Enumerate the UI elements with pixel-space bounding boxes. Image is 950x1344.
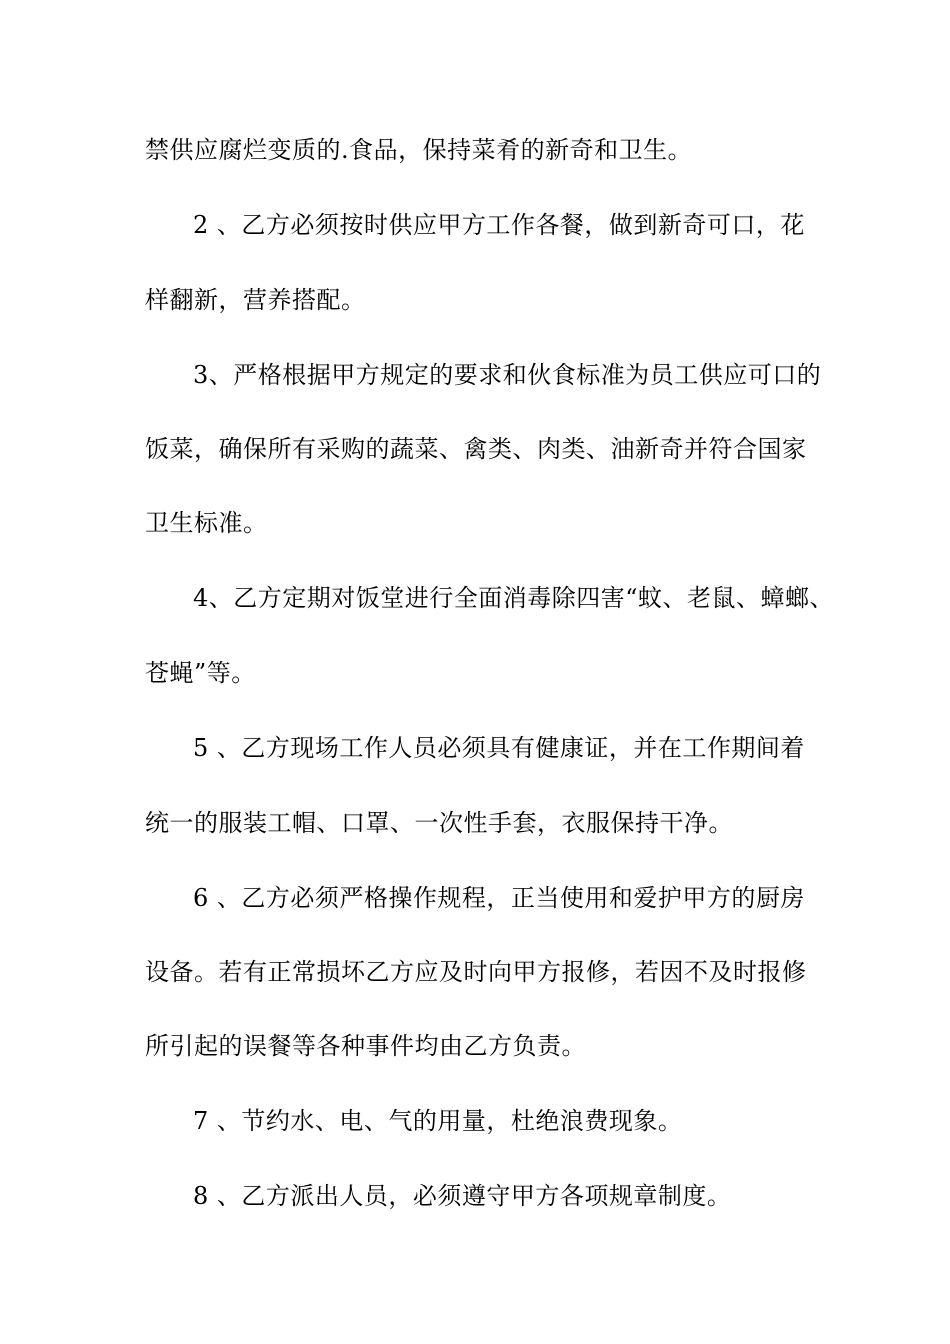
text-line: 饭菜，确保所有采购的蔬菜、禽类、肉类、油新奇并符合国家 [145, 435, 807, 463]
text-line: 7 、节约水、电、气的用量，杜绝浪费现象。 [193, 1107, 683, 1135]
text-line: 4、乙方定期对饭堂进行全面消毒除四害“蚊、老鼠、蟑螂、 [193, 584, 835, 612]
text-line: 设备。若有正常损坏乙方应及时向甲方报修，若因不及时报修 [145, 958, 807, 986]
text-line: 3、严格根据甲方规定的要求和伙食标准为员工供应可口的 [193, 361, 822, 389]
text-line: 6 、乙方必须严格操作规程，正当使用和爱护甲方的厨房 [193, 884, 805, 912]
text-line: 卫生标准。 [145, 509, 268, 537]
text-line: 8 、乙方派出人员，必须遵守甲方各项规章制度。 [193, 1182, 732, 1210]
text-line: 所引起的误餐等各种事件均由乙方负责。 [145, 1032, 586, 1060]
text-line: 苍蝇”等。 [145, 659, 256, 687]
text-line: 禁供应腐烂变质的.食品，保持菜肴的新奇和卫生。 [145, 136, 693, 164]
text-line: 5 、乙方现场工作人员必须具有健康证，并在工作期间着 [193, 734, 805, 762]
text-line: 统一的服装工帽、口罩、一次性手套，衣服保持干净。 [145, 809, 733, 837]
text-line: 样翻新，营养搭配。 [145, 286, 366, 314]
text-line: 2 、乙方必须按时供应甲方工作各餐，做到新奇可口，花 [193, 211, 805, 239]
